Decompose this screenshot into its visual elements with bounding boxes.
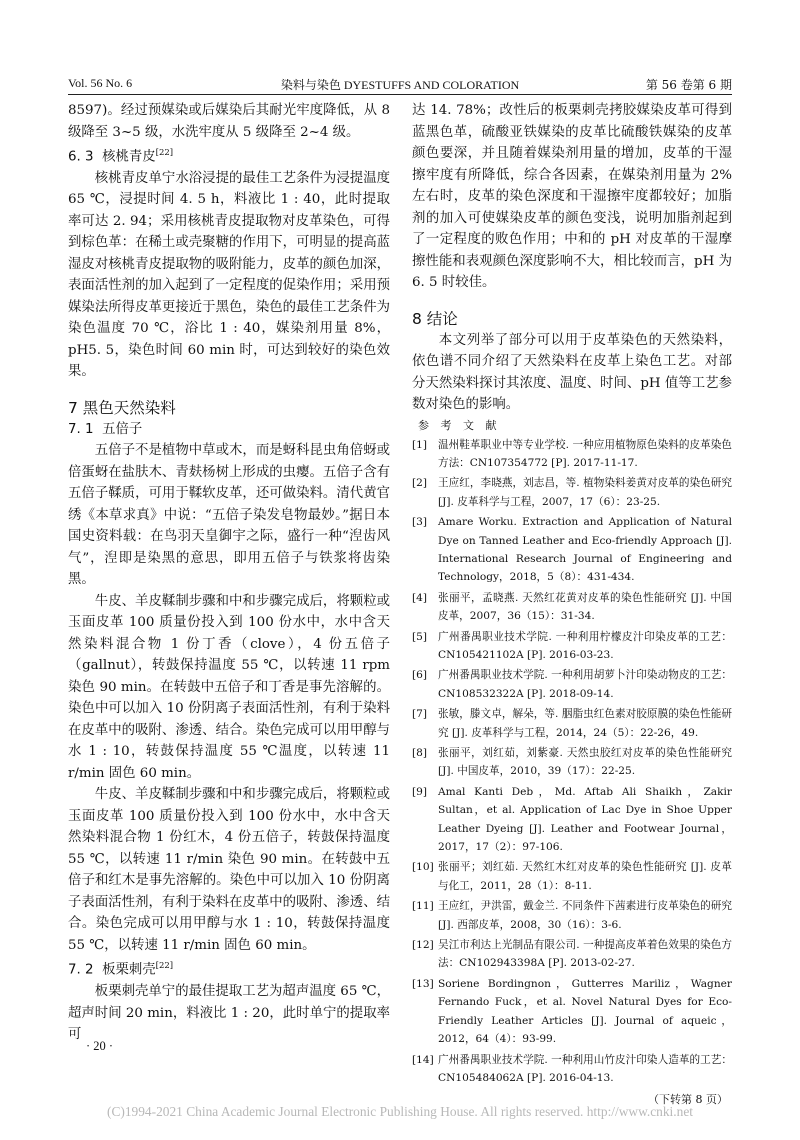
reference-item [412, 975, 732, 1049]
paragraph: 达 14. 78%；改性后的板栗刺壳拷胶媒染皮革可得到蓝黑色革，硫酸亚铁媒染的皮革比硫酸铁媒染的皮革颜色要深，并且随着媒染剂用量的增加，皮革的干湿擦牢度有所降低，综合各因素，在媒染剂用量为 2% 左右时，皮革的染色深度和干湿擦牢度都较好；加脂剂的加入可使媒染皮革的颜色变浅，说明加脂剂起到了一定程度的败色作用；中和的 pH 对皮革的干湿摩擦性能和表观颜色深度影响不大，相比较而言，pH 为 6. 5 时较佳。 [412, 103, 732, 290]
reference-text: Amal Kanti Deb，Md. Aftab Ali Shaikh，Zakir Sultan，et al. Application of Lac Dye in Shoe Upper Leather Dyeing [J]. Leather and Footwear Journal，2017，17（2）：97-106. [438, 785, 732, 854]
header-volume: Vol. 56 No. 6 [68, 76, 133, 90]
citation: [22] [155, 961, 174, 972]
reference-text: 温州鞋革职业中等专业学校. 一种应用植物原色染料的皮革染色方法：CN107354772 [P]. 2017-11-17. [438, 438, 732, 469]
reference-item [412, 513, 732, 587]
reference-item [412, 897, 732, 934]
reference-text: 广州番禺职业技术学院. 一种利用山竹皮汁印染人造革的工艺：CN105484062A [P]. 2016-04-13. [438, 1053, 732, 1084]
reference-text: 张敏，滕文卓，解朵，等. 胭脂虫红色素对胶原膜的染色性能研究 [J]. 皮革科学与工程，2014，24（5）：22-26，49. [438, 708, 732, 739]
reference-item [412, 783, 732, 857]
reference-item [412, 436, 732, 473]
reference-number: [5] [412, 630, 428, 643]
reference-item [412, 705, 732, 742]
continued-note: （下转第 8 页） [648, 1093, 728, 1107]
section-title: 板栗刺壳 [102, 962, 156, 978]
reference-text: 王应红，尹洪雷，戴金兰. 不同条件下茜素进行皮革染色的研究 [J]. 西部皮革，2008，30（16）：3-6. [438, 900, 732, 931]
reference-text: 吴江市利达上光制品有限公司. 一种提高皮革着色效果的染色方法：CN102943398A [P]. 2013-02-27. [438, 939, 732, 970]
section-title: 核桃青皮 [102, 149, 156, 165]
reference-item [412, 744, 732, 781]
reference-number: [4] [412, 591, 428, 604]
references-heading: 参 考 文 献 [418, 418, 501, 432]
reference-number: [1] [412, 438, 428, 451]
reference-text: 张丽平，刘红茹，刘紫豪. 天然虫胶红对皮革的染色性能研究 [J]. 中国皮革，2010，39（17）：22-25. [438, 747, 732, 778]
paragraph: 牛皮、羊皮鞣制步骤和中和步骤完成后，将颗粒或玉面皮革 100 质量份投入到 100 份水中，水中含天然染料混合物 1 份丁香（clove），4 份五倍子（gallnut），转鼓保持温度 55 ℃，以转速 11 rpm 染色 90 min。在转鼓中五倍子和丁香是事先溶解的。染色中可以加入 10 份阴离子表面活性剂，有利于染料在皮革中的吸附、渗透、结合。染色完成可以用甲醇与水 1 : 10，转鼓保持温度 55 ℃温度，以转速 11 r/min 固色 60 min。 [68, 593, 390, 781]
section-number: 7. 2 [68, 962, 94, 978]
reference-text: Amare Worku. Extraction and Application of Natural Dye on Tanned Leather and Eco-friendly Approach [J]. International Research Journal of Engineering and Technology，2018，5（8）：431-434. [438, 516, 732, 584]
reference-number: [2] [412, 477, 428, 490]
paragraph: 牛皮、羊皮鞣制步骤和中和步骤完成后，将颗粒或玉面皮革 100 质量份投入到 100 份水中，水中含天然染料混合物 1 份红木，4 份五倍子，转鼓保持温度 55 ℃，以转速 11 r/min 染色 90 min。在转鼓中五倍子和红木是事先溶解的。染色中可以加入 10 份阴离子表面活性剂，有利于染料在皮革中的吸附、渗透、结合。染色完成可以用甲醇与水 1 : 10，转鼓保持温度 55 ℃，以转速 11 r/min 固色 60 min。 [68, 787, 390, 953]
reference-item [412, 936, 732, 973]
section-heading-7-1 [68, 419, 390, 441]
reference-text: 广州番禺职业技术学院. 一种利用柠檬皮汁印染皮革的工艺：CN105421102A [P]. 2016-03-23. [438, 630, 732, 661]
reference-item [412, 1051, 732, 1088]
reference-text: 张丽平；刘红茹. 天然红木红对皮革的染色性能研究 [J]. 皮革与化工，2011，28（1）：8-11. [438, 861, 732, 892]
reference-number: [7] [412, 708, 428, 721]
reference-number: [11] [412, 900, 434, 913]
reference-number: [13] [412, 977, 434, 990]
reference-item [412, 474, 732, 511]
paragraph: 板栗刺壳单宁的最佳提取工艺为超声温度 65 ℃，超声时间 20 min，料液比 1 : 20，此时单宁的提取率可 [68, 984, 390, 1043]
right-column [412, 100, 732, 1107]
reference-number: [9] [412, 785, 428, 798]
page-number: · 20 · [86, 1039, 114, 1053]
copyright-watermark: (C)1994-2021 China Academic Journal Electronic Publishing House. All rights reserved. http://www.cnki.net [107, 1104, 693, 1119]
reference-text: Soriene Bordingnon，Gutterres Mariliz，Wagner Fernando Fuck，et al. Novel Natural Dyes for Eco-Friendly Leather Articles [J]. Journal of aqueic，2012，64（4）：93-99. [438, 977, 732, 1046]
running-header [68, 74, 732, 95]
left-column [68, 100, 390, 1046]
paragraph: 本文列举了部分可以用于皮革染色的天然染料，依色谱不同介绍了天然染料在皮革上染色工艺。对部分天然染料探讨其浓度、温度、时间、pH 值等工艺参数对染色的影响。 [412, 332, 732, 412]
section-title: 五倍子 [102, 421, 143, 437]
section-heading-8: 8 结论 [412, 309, 458, 328]
header-journal-title: 染料与染色 DYESTUFFS AND COLORATION [280, 78, 520, 92]
reference-number: [14] [412, 1053, 434, 1066]
reference-number: [12] [412, 939, 434, 952]
header-issue: 第 56 卷第 6 期 [645, 78, 732, 92]
reference-item [412, 666, 732, 703]
section-heading-7: 7 黑色天然染料 [68, 398, 176, 417]
reference-text: 王应红，李晓燕，刘志昌，等. 植物染料姜黄对皮革的染色研究 [J]. 皮革科学与工程，2007，17（6）：23-25. [438, 477, 732, 508]
reference-list [412, 436, 732, 1088]
reference-number: [8] [412, 747, 428, 759]
paragraph: 核桃青皮单宁水浴浸提的最佳工艺条件为浸提温度 65 ℃，浸提时间 4. 5 h，料液比 1 : 40，此时提取率可达 2. 94；采用核桃青皮提取物对皮革染色，可得到棕色革：在稀土或壳聚糖的作用下，可明显的提高蓝湿皮对核桃青皮提取物的吸附能力，皮革的颜色加深，表面活性剂的加入起到了一定程度的促染作用；采用预媒染法所得皮革更接近于黑色，染色的最佳工艺条件为染色温度 70 ℃，浴比 1 : 40，媒染剂用量 8%，pH5. 5，染色时间 60 min 时，可达到较好的染色效果。 [68, 170, 390, 380]
paragraph: 五倍子不是植物中草或木，而是蚜科昆虫角倍蚜或倍蛋蚜在盐肤木、青麸杨树上形成的虫瘿。五倍子含有五倍子鞣质，可用于鞣软皮革，还可做染料。清代黄官绣《本草求真》中说：“五倍子染发皂物最妙。”据日本国史资料载：在鸟羽天皇御宇之际，盛行一种“湼齿风气”，湼即是染黑的意思，即用五倍子与铁浆将齿染黑。 [68, 443, 390, 588]
reference-number: [3] [412, 516, 428, 529]
reference-text: 张丽平，孟晓燕. 天然红花黄对皮革的染色性能研究 [J]. 中国皮革，2007，36（15）：31-34. [438, 591, 732, 623]
reference-item [412, 628, 732, 665]
reference-item [412, 589, 732, 626]
section-heading-6-3 [68, 143, 390, 168]
reference-text: 广州番禺职业技术学院. 一种利用胡萝卜汁印染动物皮的工艺：CN108532322A [P]. 2018-09-14. [438, 669, 732, 700]
section-number: 6. 3 [68, 149, 94, 165]
reference-item [412, 858, 732, 895]
reference-number: [10] [412, 861, 434, 874]
section-heading-7-2 [68, 956, 390, 981]
reference-number: [6] [412, 669, 428, 682]
section-number: 7. 1 [68, 421, 94, 437]
paragraph: 8597)。经过预媒染或后媒染后其耐光牢度降低，从 8 级降至 3~5 级，水洗牢度从 5 级降至 2~4 级。 [68, 103, 390, 140]
citation: [22] [155, 148, 174, 158]
